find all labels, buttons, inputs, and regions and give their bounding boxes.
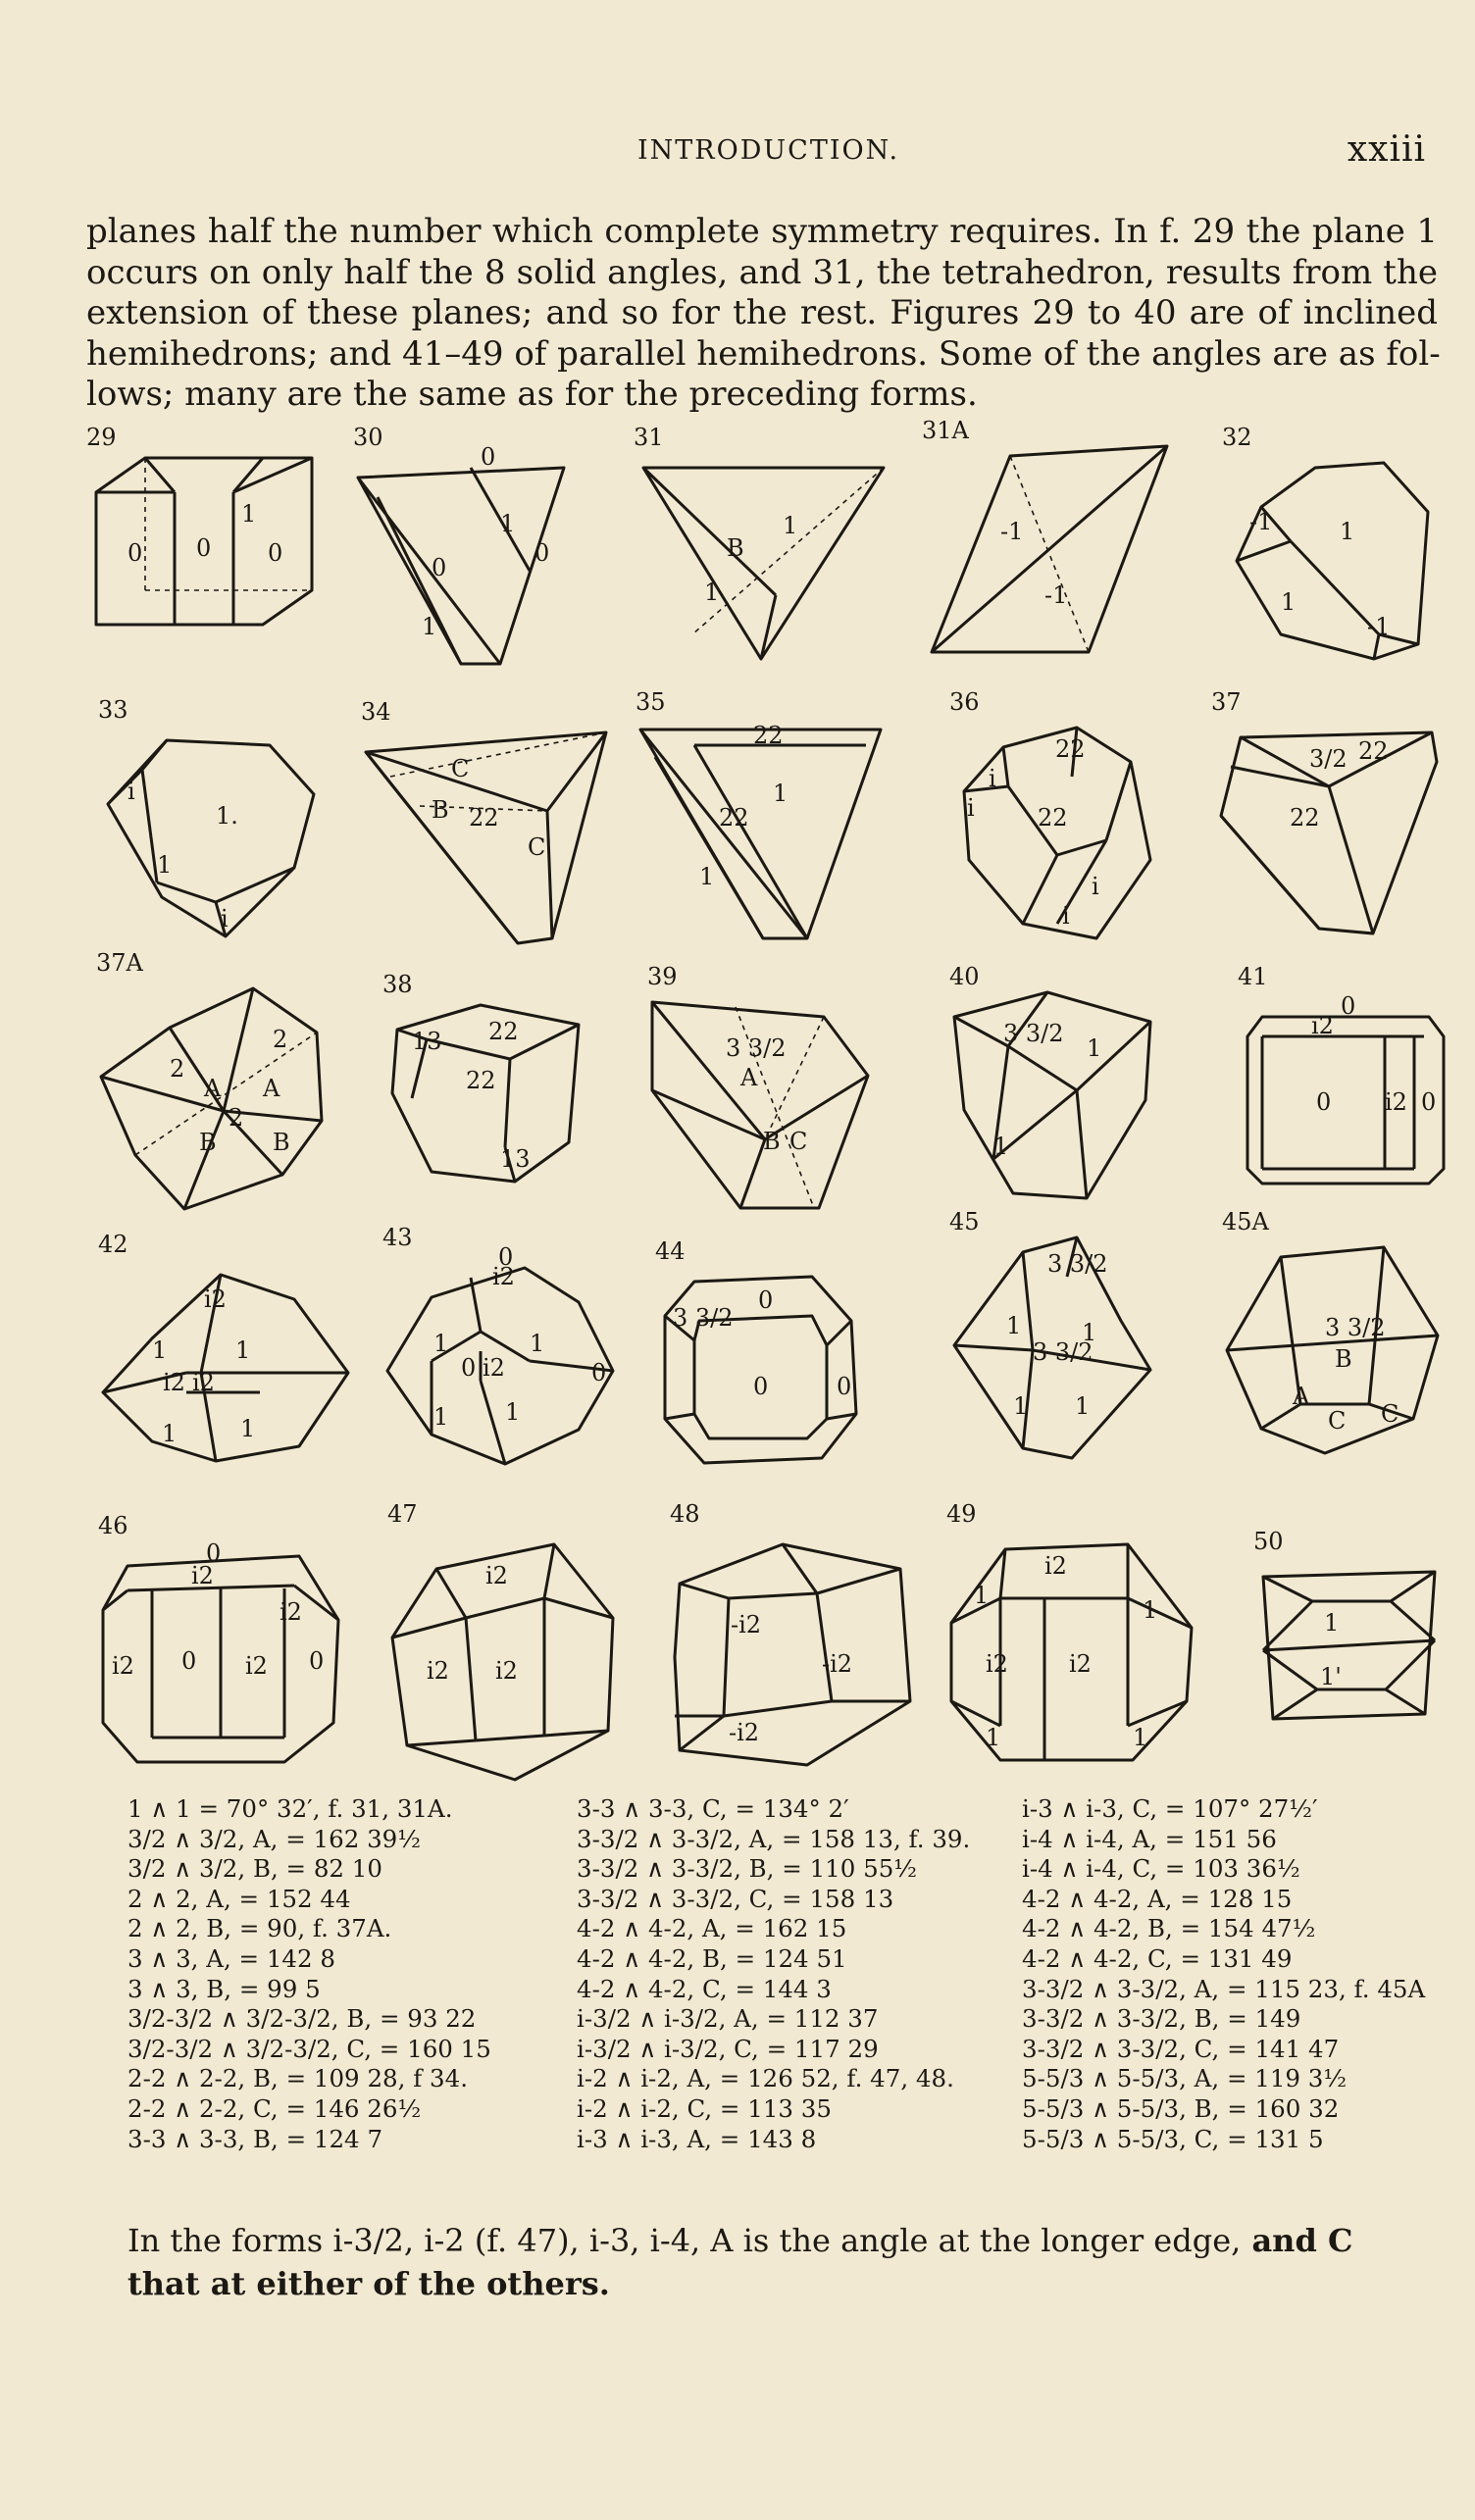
face-label: 0 [1421,1088,1437,1116]
face-label: B [1335,1345,1352,1373]
closing-paragraph [127,2219,1442,2305]
crystal-drawing [949,688,1175,943]
face-label: i2 [986,1650,1008,1678]
face-label: i2 [280,1598,302,1626]
face-label: 3 3/2 [1325,1314,1386,1341]
face-label: 1 [1143,1596,1158,1624]
face-label: i2 [1044,1552,1067,1580]
face-label: 1 [699,863,715,890]
figure-number: 45 [949,1208,980,1235]
figure-number: 44 [655,1237,686,1265]
angle-row: 5-5/3 ∧ 5-5/3, B, = 160 32 [1022,2093,1340,2123]
angle-row: 4-2 ∧ 4-2, C, = 131 49 [1022,1943,1293,1973]
face-label: 1 [433,1403,449,1431]
figure-number: 49 [946,1500,977,1528]
angle-row: 3 ∧ 3, B, = 99 5 [127,1974,321,2003]
face-label: i [989,765,996,792]
angle-row: 3-3/2 ∧ 3-3/2, A, = 158 13, f. 39. [577,1824,971,1853]
face-label: -1 [1367,613,1391,640]
face-label: i2 [191,1562,214,1589]
face-label: 22 [1038,804,1068,832]
crystal-drawing [353,424,579,669]
face-label: A [1293,1383,1310,1410]
face-label: 0 [181,1647,197,1675]
face-label: A [740,1064,758,1091]
figure-number: 46 [98,1512,128,1539]
angle-row: 2 ∧ 2, B, = 90, f. 37A. [127,1914,392,1943]
angle-row: i-3 ∧ i-3, A, = 143 8 [577,2124,817,2153]
angle-row: 4-2 ∧ 4-2, B, = 124 51 [577,1943,847,1973]
face-label: 3 3/2 [1033,1338,1094,1366]
intro-line: extension of these planes; and so for the rest. Figures 29 to 40 are of inclined [86,293,1438,332]
face-label: 0 [591,1359,607,1386]
angle-row: 1 ∧ 1 = 70° 32′, f. 31, 31A. [127,1794,453,1823]
face-label: 1 [500,510,516,537]
face-label: 0 [206,1539,222,1567]
face-label: 22 [466,1067,496,1094]
angle-row: i-4 ∧ i-4, C, = 103 36½ [1022,1854,1300,1884]
face-label: A [263,1075,280,1102]
angle-column-3 [1022,1794,1425,2154]
angle-row: i-2 ∧ i-2, C, = 113 35 [577,2093,832,2123]
running-header [0,129,1475,175]
face-label: 0 [309,1647,325,1675]
face-label: i [967,794,975,822]
face-label: 1 [157,851,173,879]
face-label: -1 [1249,508,1273,535]
figure-number: 29 [86,424,117,451]
face-label: 1 [1281,588,1297,616]
face-label: 3 3/2 [673,1304,734,1332]
figure-number: 31A [922,417,969,444]
face-label: A [204,1075,222,1102]
angle-row: 2-2 ∧ 2-2, C, = 146 26½ [127,2093,422,2123]
face-label: i2 [485,1562,508,1589]
face-label: B [273,1129,290,1156]
face-label: 1 [974,1582,990,1609]
crystal-drawing [634,424,889,669]
face-label: i2 [1069,1650,1092,1678]
crystal-drawing [1238,963,1453,1198]
angle-row: 4-2 ∧ 4-2, C, = 144 3 [577,1974,832,2003]
face-label: i2 [245,1652,268,1680]
crystal-drawing [655,1237,871,1473]
figure-number: 34 [361,698,391,726]
angle-row: 4-2 ∧ 4-2, A, = 128 15 [1022,1884,1293,1913]
crystal-drawing [1253,1528,1450,1743]
angle-row: i-4 ∧ i-4, A, = 151 56 [1022,1824,1277,1853]
figure-number: 32 [1222,424,1252,451]
angle-row: 3/2-3/2 ∧ 3/2-3/2, C, = 160 15 [127,2034,491,2063]
angle-row: 3-3/2 ∧ 3-3/2, A, = 115 23, f. 45A [1022,1974,1426,2003]
face-label: i2 [483,1354,505,1382]
face-label: i2 [495,1657,518,1685]
angle-column-1 [127,1794,491,2154]
face-label: 22 [753,722,784,749]
figure-number: 48 [670,1500,700,1528]
face-label: 1 [1006,1312,1022,1339]
angle-row: 3-3 ∧ 3-3, B, = 124 7 [127,2124,383,2153]
face-label: B [763,1128,781,1155]
face-label: i2 [1385,1088,1407,1116]
face-label: 3/2 [1309,745,1348,773]
face-label: 2 [273,1026,288,1053]
face-label: 0 [127,539,143,567]
figure-number: 43 [382,1224,413,1251]
face-label: 1 [1087,1034,1102,1062]
angle-row: 3/2-3/2 ∧ 3/2-3/2, B, = 93 22 [127,2004,477,2034]
face-label: 1 [1013,1392,1029,1420]
face-label: 1 [505,1398,521,1426]
angle-row: 2 ∧ 2, A, = 152 44 [127,1884,351,1913]
crystal-drawing [96,949,331,1214]
face-label: C [789,1128,808,1155]
intro-line: planes half the number which complete symmetry requires. In f. 29 the plane 1 [86,212,1438,251]
angle-row: 5-5/3 ∧ 5-5/3, C, = 131 5 [1022,2124,1324,2153]
crystal-drawing [387,1500,623,1785]
angle-row: 3/2 ∧ 3/2, A, = 162 39½ [127,1824,422,1853]
page-number: xxiii [1347,129,1426,170]
angle-row: i-3 ∧ i-3, C, = 107° 27½′ [1022,1794,1318,1823]
face-label: B [727,534,744,562]
face-label: B [199,1129,217,1156]
closing-line [127,2219,1442,2262]
face-label: 3 3/2 [726,1034,787,1062]
face-label: 13 [412,1028,442,1055]
face-label: i [1062,902,1070,930]
face-label: 1 [433,1330,449,1357]
face-label: 3 3/2 [1047,1250,1108,1278]
angle-row: 2-2 ∧ 2-2, B, = 109 28, f 34. [127,2064,469,2093]
intro-line: occurs on only half the 8 solid angles, and 31, the tetrahedron, results from the [86,252,1438,292]
closing-text: In the forms i-3/2, i-2 (f. 47), i-3, i-4, A is the angle at the longer edge, [127,2222,1242,2259]
figure-number: 38 [382,971,413,998]
crystal-drawing [98,696,324,941]
angle-row: 3-3/2 ∧ 3-3/2, C, = 158 13 [577,1884,894,1913]
figure-number: 35 [636,688,666,716]
face-label: 0 [1341,992,1356,1020]
face-label: 1 [422,613,437,640]
face-label: 1 [1075,1392,1091,1420]
face-label: -i2 [822,1650,853,1678]
intro-line: lows; many are the same as for the preceding forms. [86,375,978,414]
figure-number: 47 [387,1500,418,1528]
face-label: 0 [432,554,447,581]
figure-number: 42 [98,1231,128,1258]
face-label: 0 [481,443,496,471]
angle-row: 3/2 ∧ 3/2, B, = 82 10 [127,1854,382,1884]
angle-row: 3 ∧ 3, A, = 142 8 [127,1943,335,1973]
angle-row: 3-3 ∧ 3-3, C, = 134° 2′ [577,1794,849,1823]
face-label: -1 [1000,518,1024,545]
running-title: INTRODUCTION. [637,135,900,166]
angle-row: 4-2 ∧ 4-2, B, = 154 47½ [1022,1914,1316,1943]
face-label: i2 [163,1369,185,1396]
figure-number: 50 [1253,1528,1284,1555]
face-label: 0 [268,539,283,567]
face-label: 1 [1133,1724,1148,1751]
intro-paragraph [86,212,1441,416]
face-label: 1 [783,512,798,539]
angle-row: i-2 ∧ i-2, A, = 126 52, f. 47, 48. [577,2064,954,2093]
crystal-drawing [949,963,1165,1208]
face-label: i [127,778,135,805]
angle-row: 5-5/3 ∧ 5-5/3, A, = 119 3½ [1022,2064,1348,2093]
crystal-drawing [382,1224,618,1469]
crystal-drawing [361,698,616,943]
face-label: 1. [216,802,238,830]
face-label: 1 [240,1415,256,1442]
figure-number: 33 [98,696,128,724]
crystal-drawing [922,417,1167,662]
figure-number: 36 [949,688,980,716]
face-label: 1' [1320,1663,1342,1690]
face-label: 2 [229,1104,244,1132]
figure-number: 37 [1211,688,1242,716]
crystal-drawing [1222,424,1448,669]
crystal-drawing [647,963,873,1218]
face-label: i2 [112,1652,134,1680]
angle-column-2 [577,1794,970,2154]
face-label: 1 [235,1336,251,1364]
face-label: 1 [1082,1319,1097,1346]
crystal-drawing [1222,1208,1448,1473]
face-label: -i2 [731,1611,762,1638]
crystal-drawing [670,1500,915,1775]
face-label: -i2 [729,1719,760,1746]
figure-number: 31 [634,424,664,451]
crystal-drawing [1211,688,1447,943]
intro-line: hemihedrons; and 41–49 of parallel hemihedrons. Some of the angles are as fol- [86,333,1441,374]
crystal-drawing [636,688,890,943]
face-label: 1 [1324,1609,1340,1637]
face-label: 1 [530,1330,545,1357]
face-label: 1 [704,579,720,606]
figure-number: 40 [949,963,980,990]
face-label: B [432,796,449,824]
face-label: i2 [192,1369,215,1396]
face-label: 1 [993,1133,1009,1160]
figure-number: 37A [96,949,143,977]
crystal-drawing [98,1231,353,1466]
face-label: 1 [986,1724,1001,1751]
closing-line: that at either of the others. [127,2265,610,2302]
face-label: 1 [1340,518,1355,545]
face-label: 0 [461,1354,477,1382]
figure-number: 39 [647,963,678,990]
face-label: C [528,833,546,861]
face-label: i [221,905,229,932]
face-label: i2 [427,1657,449,1685]
angle-row: 3-3/2 ∧ 3-3/2, C, = 141 47 [1022,2034,1340,2063]
face-label: 22 [488,1018,519,1045]
face-label: i2 [1311,1012,1334,1039]
face-label: i2 [204,1285,227,1313]
angle-row: i-3/2 ∧ i-3/2, A, = 112 37 [577,2004,879,2034]
face-label: i [1092,873,1099,900]
face-label: C [451,755,470,782]
crystal-drawing [98,1512,353,1767]
closing-bold-text: and C [1241,2222,1353,2259]
crystal-drawing [382,971,598,1216]
angle-row: i-3/2 ∧ i-3/2, C, = 117 29 [577,2034,879,2063]
face-label: 13 [500,1145,531,1173]
face-label: 3 3/2 [1003,1020,1064,1047]
face-label: 0 [837,1373,852,1400]
face-label: 0 [758,1286,774,1314]
face-label: 22 [719,804,749,832]
face-label: 1 [241,500,257,528]
crystal-drawing [946,1500,1201,1775]
crystal-drawing [86,424,341,659]
angle-row: 3-3/2 ∧ 3-3/2, B, = 149 [1022,2004,1301,2034]
face-label: C [1328,1407,1347,1435]
figure-number: 30 [353,424,383,451]
face-label: i2 [492,1263,515,1290]
face-label: -1 [1044,581,1068,609]
face-label: 2 [170,1055,185,1083]
face-label: 0 [534,539,550,567]
face-label: 1 [773,780,788,807]
face-label: 0 [753,1373,769,1400]
face-label: 22 [1055,735,1086,763]
face-label: 22 [1290,804,1320,832]
face-label: 1 [162,1420,178,1447]
face-label: C [1381,1400,1399,1428]
face-label: 0 [1316,1088,1332,1116]
angle-row: 4-2 ∧ 4-2, A, = 162 15 [577,1914,847,1943]
figure-number: 45A [1222,1208,1269,1235]
crystal-drawing [949,1208,1165,1473]
face-label: 1 [152,1336,168,1364]
angle-row: 3-3/2 ∧ 3-3/2, B, = 110 55½ [577,1854,918,1884]
face-label: 0 [498,1243,514,1271]
figure-number: 41 [1238,963,1268,990]
face-label: 22 [1358,737,1389,765]
face-label: 0 [196,534,212,562]
face-label: 22 [469,804,499,832]
